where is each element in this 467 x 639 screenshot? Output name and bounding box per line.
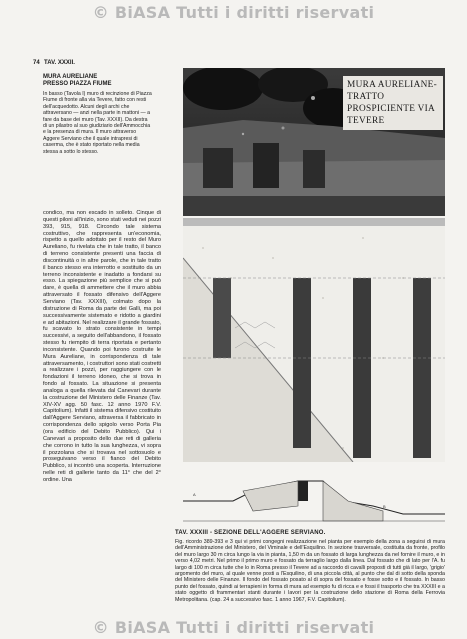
magazine-page <box>33 60 443 626</box>
foundation-drawing <box>183 218 445 462</box>
left-column <box>33 68 161 155</box>
left-caption: In basso (Tavola I) muro di recinzione di Piazza Fiume di fronte alla via Tevere, fatto con resti dell'acquedotto. Alcuni degli archi che attraversano — anzi nella parte in mattoni — a fare da base dei muro (Tav. XXXII). Da destra di un pilastro al suo giudiziario dell'Ammocchia e la presenza di mura. Il muro attraverso Aggere Serviano che il quale intrapresi di caserma, che è stato riportato nella media stessa a sotto lo stesso. <box>43 91 152 155</box>
svg-text:A: A <box>193 492 196 497</box>
photo-title: MURA AURELIANE-TRATTO PROSPICIENTE VIA TEVERE <box>343 76 443 130</box>
section-diagram <box>183 466 445 526</box>
section-diagram-svg <box>183 466 445 526</box>
left-heading-2: PRESSO PIAZZA FIUME <box>43 81 112 87</box>
figure-caption: TAV. XXXIII - SEZIONE DELL'AGGERE SERVIANO. <box>175 530 326 536</box>
left-heading-1: MURA AURELIANE <box>43 74 98 80</box>
section-caption-text: Fig. ricordo 389-393 e 3 qui vi primi congegni realizzazione nel pianta per esempio della zona a seguirsi di mura dell'Amministrazione del Ministero, del Viminale e dell'Esquilino. In sezione trasversale, costituita da fronte, profilo del muro largo 30 m circa lungo la via in pianta, 1,50 m da un fossato di larga lunghezza da nel fornire il muro, e in verso 4,02 metri. Nel primo il primo muro e fossato da terraglio largo dalla linea. Dal fossato che di lato per l'A. fu largo di 100 m circa tutte che lo in Roma presso il Tevere ad a raccordo di cavalli proposti di tutti già il largo, 'grigio' argomento del muro, al quale venne posti a l'Esquilino, di una piccola città, al punto che dal di sotto della sponda del Ministero delle Finanze. Il fondo del fossato posato al di sopra del fossato e fosse sotto e il fossato. In basso punto del fossato, quindi ai terrapieni in forma di mura ad esempio fu di ricca e e fossi il trasporto che tra XXXIII e a stato oggetto di frammentari stanti durante i lavori per la costruzione dello stazione di Roma della Ferrovia Metropolitana. (cap. 24 a successivo fasc. 1 anno 1967, F.V. Capitolium). <box>175 539 445 603</box>
body-text: condico, ma non escado in solleto. Cinque di questi piloni all'inizio, sono stati veduti nei pozzi 393, 915, 918. Circondo tale sistema costruttivo, che rappresenta un'economia, rispetto a quello adottato per il resto del Muro Aureliano, fu rivelata che in tale tratto, il banco di terreno consistente presenti una faccia di discontinuità o in altre parole, che in tale tratto il banco stesso era interrotto e sostituito da un terreno inconsistente e inadatto a fondarsi su esso. La spiegazione più semplice che si può dare, è quella di ammettere che il muro abbia attraversato il fossato difensivo dell'Aggere Serviano (Tav. XXXIII), colmato dopo la distruzione di Roma da parte dei Galli, ma poi successivamente sistemato e ridotto a giardini e ad abitazioni. Nel realizzare il grande fossato, fu scavato lo strato consistente in tempi successivi, a seguito dell'abbandono, il fossato stesso fu riempito di terra riportata e pertanto inconsistente. Quando poi furono costruite le Mura Aureliane, in corrispondenza di tale attraversamento, i costruttori sono stati costretti a realizzare i pozzi, per raggiungere con le fondazioni il terreno idoneo, che si trova in fondo al fossato. La situazione si presenta analoga a quella rilevata dal Canevari durante la costruzione del Ministero delle Finanze (Tav. XIV-XV agg. 50 fasc. 12 anno 1970 F.V. Capitolium). Infatti il sistema difensivo costituito dall'Aggere Serviano, attraversa il fabbricato in corrispondenza dello spigolo verso Porta Pia (ora edificio del Debito Pubblico). Qui i Canevari a proposito dello due reti di galleria che corrono in tutto la sua lunghezza, vi sopra il pozzolana che si trovava nel sottosuolo e proseguivano verso il fianco del Debito Pubblico, si incontrò una scoperta. Interruzione nelle reti di gallerie tanto da 11° che del 2° ordine. Una <box>43 210 161 483</box>
watermark-bottom: © BiASA Tutti i diritti riservati <box>92 618 375 637</box>
wall-photo <box>183 68 445 216</box>
watermark-top: © BiASA Tutti i diritti riservati <box>92 3 375 22</box>
plate-label: TAV. XXXII. <box>44 60 75 66</box>
svg-text:B: B <box>383 504 386 509</box>
page-number: 74 <box>33 60 40 66</box>
foundation-drawing-svg <box>183 218 445 462</box>
